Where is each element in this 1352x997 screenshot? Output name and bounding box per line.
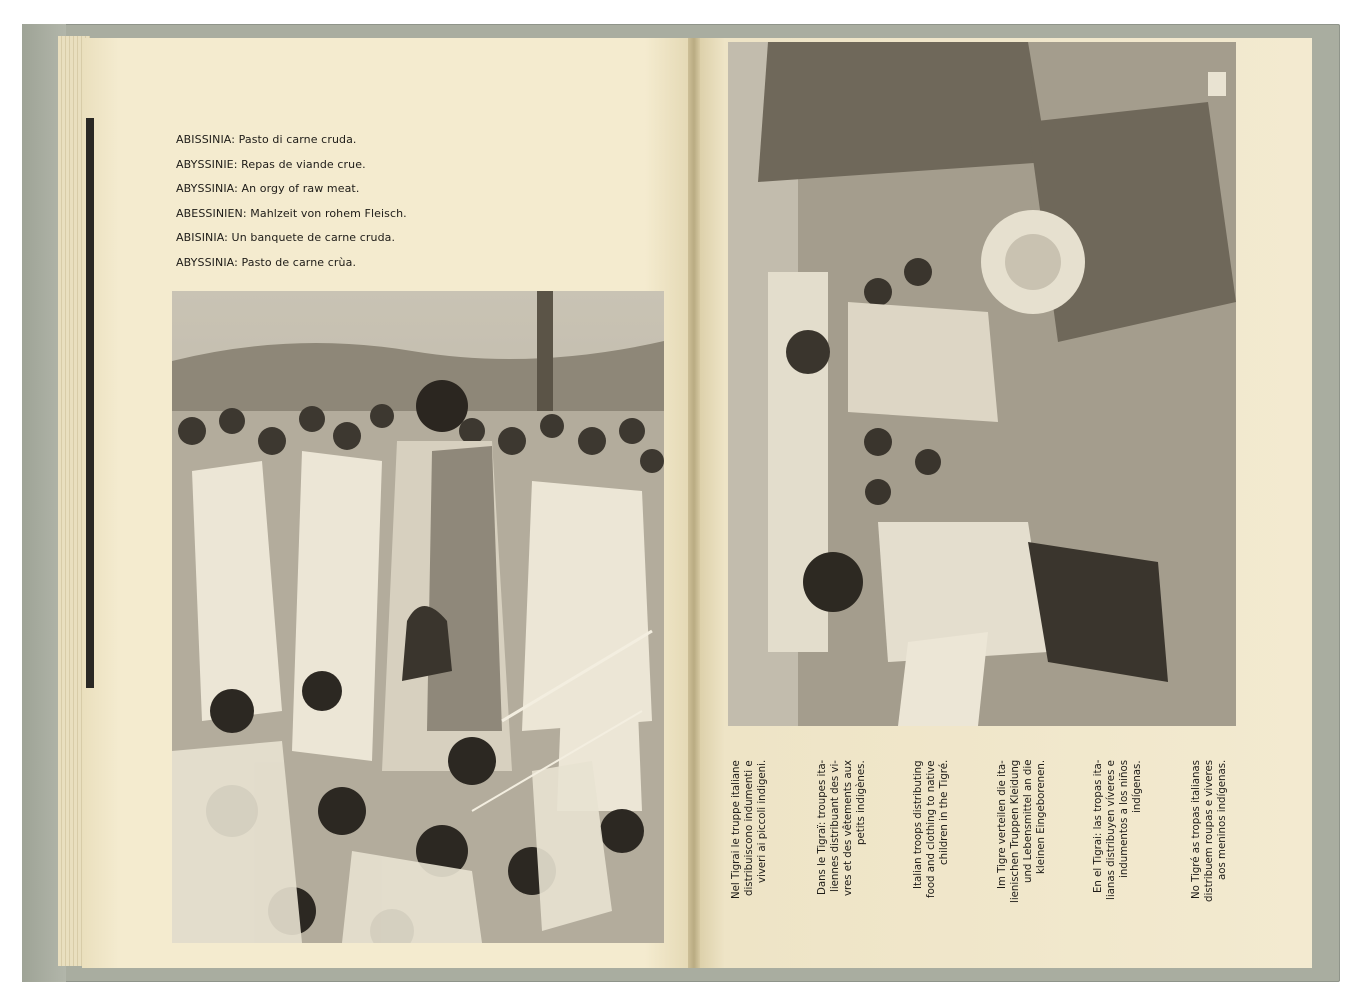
photo-troops-distributing-food	[728, 42, 1236, 726]
caption-portuguese: ABYSSINIA: Pasto de carne crùa.	[176, 255, 357, 269]
caption-spanish: ABISINIA: Un banquete de carne cruda.	[176, 231, 396, 244]
caption-english-block: Italian troops distributing food and clothing to native children in the Tigré.	[913, 760, 950, 898]
photo-crowd-raw-meat	[172, 291, 664, 943]
caption-italian-block: Nel Tigrai le truppe italiane distribuiscono indumenti e viveri ai piccoli indigeni.	[731, 760, 768, 899]
caption-english: ABYSSINIA: An orgy of raw meat.	[176, 182, 360, 195]
page-shadow-strip	[86, 118, 94, 688]
caption-italian: ABISSINIA: Pasto di carne cruda.	[176, 133, 357, 146]
caption-german: ABESSINIEN: Mahlzeit von rohem Fleisch.	[176, 206, 407, 220]
left-captions	[176, 132, 496, 279]
caption-portuguese-block: No Tigré as tropas italianas distribuem roupas e viveres aos meninos indígenas.	[1191, 760, 1228, 903]
book-spine	[688, 38, 700, 968]
caption-german-block: Im Tigre verteilen die ita- lienischen Truppen Kleidung und Lebensmittel an die kleinen Eingeborenen.	[997, 760, 1047, 904]
caption-french: ABYSSINIE: Repas de viande crue.	[176, 157, 366, 171]
caption-french-block: Dans le Tigraï: troupes ita- liennes distribuant des vi- vres et des vêtements aux petits indigènes.	[817, 760, 867, 897]
right-captions	[728, 760, 1236, 942]
caption-spanish-block: En el Tigrai: las tropas ita- lianas distribuyen víveres e indumentos a los niños indígenas.	[1093, 760, 1143, 900]
